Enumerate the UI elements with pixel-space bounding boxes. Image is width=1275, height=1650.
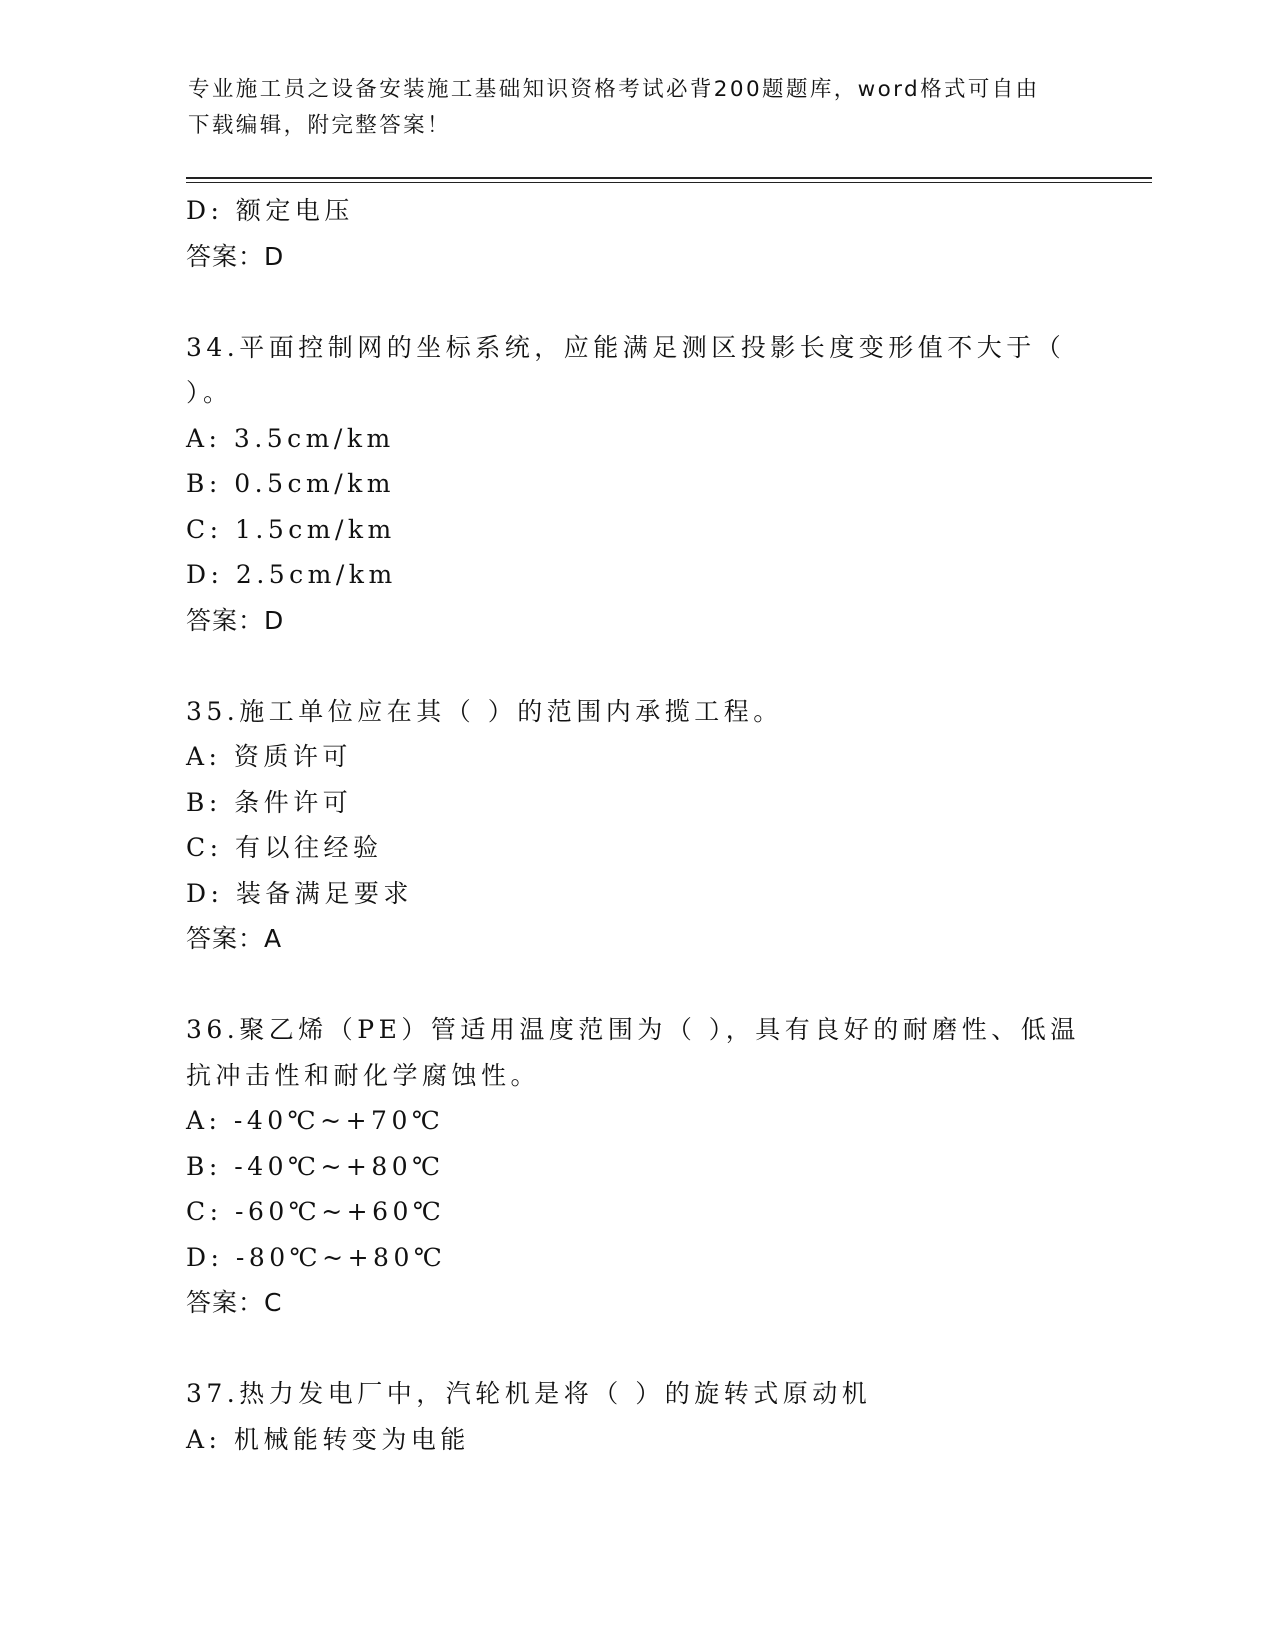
q34-answer: 答案：D [186, 605, 285, 635]
q37-stem-line-1: 37.热力发电厂中，汽轮机是将（ ）的旋转式原动机 [186, 1379, 872, 1408]
question-content [186, 188, 1086, 1462]
q36-stem-line-1: 36.聚乙烯（PE）管适用温度范围为（ ），具有良好的耐磨性、低温 [186, 1015, 1080, 1044]
q35-option-b: B: 条件许可 [186, 787, 353, 817]
q34-option-c: C: 1.5cm/km [186, 514, 396, 544]
q37-option-a: A: 机械能转变为电能 [186, 1424, 470, 1454]
q36-option-a: A: -40℃~+70℃ [186, 1106, 445, 1135]
q36-option-c: C: -60℃~+60℃ [186, 1197, 446, 1226]
question-gap [186, 962, 1086, 1008]
q34-stem-line-2: ）。 [186, 378, 233, 407]
question-gap [186, 643, 1086, 689]
q34-option-b: B: 0.5cm/km [186, 469, 395, 498]
q34-stem-line-1: 34.平面控制网的坐标系统，应能满足测区投影长度变形值不大于（ [186, 332, 1066, 362]
q36-option-b: B: -40℃~+80℃ [186, 1151, 445, 1181]
q35-answer: 答案：A [186, 924, 283, 953]
document-header [188, 72, 1088, 144]
header-divider [186, 177, 1152, 183]
header-line-1: 专业施工员之设备安装施工基础知识资格考试必背200题题库，word格式可自由 [188, 77, 1040, 102]
question-gap [186, 279, 1086, 325]
q34-option-a: A: 3.5cm/km [186, 423, 395, 453]
header-line-2: 下载编辑，附完整答案！ [188, 113, 451, 138]
q35-option-a: A: 资质许可 [186, 742, 352, 771]
q33-answer: 答案：D [186, 241, 285, 271]
q36-answer: 答案：C [186, 1288, 283, 1317]
question-gap [186, 1326, 1086, 1372]
q33-option-d: D: 额定电压 [186, 196, 354, 225]
q35-option-d: D: 装备满足要求 [186, 878, 413, 908]
q36-stem-line-2: 抗冲击性和耐化学腐蚀性。 [186, 1060, 541, 1090]
q34-option-d: D: 2.5cm/km [186, 560, 397, 589]
q35-stem-line-1: 35.施工单位应在其（ ）的范围内承揽工程。 [186, 696, 783, 726]
q36-option-d: D: -80℃~+80℃ [186, 1242, 447, 1272]
q35-option-c: C: 有以往经验 [186, 833, 383, 862]
